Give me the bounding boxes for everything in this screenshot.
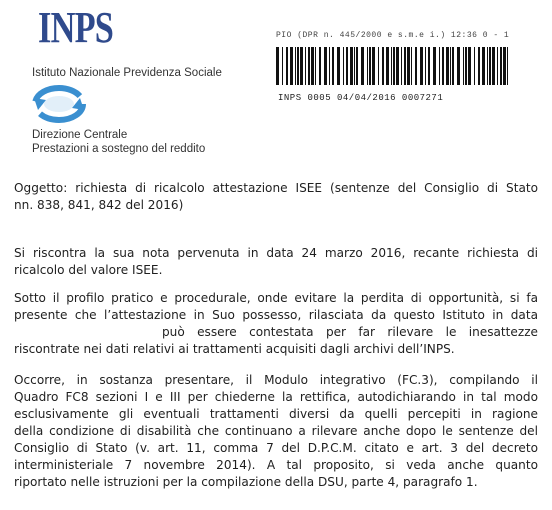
barcode-bar [411, 47, 412, 85]
barcode-bar [354, 47, 355, 85]
barcode-bar [450, 47, 451, 85]
barcode-bar [401, 47, 402, 85]
barcode-bar [433, 47, 436, 85]
barcode-bar [343, 47, 344, 85]
barcode-bar [319, 47, 321, 85]
paragraph-2 [14, 290, 538, 358]
barcode-icon [274, 45, 514, 87]
text-line: Quadro FC8 sezioni I e III per chiederne la rettifica, autodichiarando in tal modo [14, 390, 538, 404]
barcode-bar [463, 47, 464, 85]
barcode-bar [489, 47, 491, 85]
barcode-bar [286, 47, 288, 85]
barcode-bar [378, 47, 379, 85]
barcode-bar [439, 47, 440, 85]
text-line: della condizione di disabilità che continuano a rilevare anche dopo le sentenze del [14, 424, 538, 438]
barcode-bar [276, 47, 279, 85]
protocol-stamp: INPS 0005 04/04/2016 0007271 [278, 93, 444, 103]
protocol-header: PIO (DPR n. 445/2000 e s.m.e i.) 12:36 0 - 1 [276, 31, 510, 40]
subject-block [14, 180, 538, 214]
barcode-bar [407, 47, 410, 85]
barcode-bar [478, 47, 480, 85]
barcode-bar [468, 47, 471, 85]
barcode-bar [300, 47, 303, 85]
barcode-bar [386, 47, 389, 85]
institute-name: Istituto Nazionale Previdenza Sociale [32, 67, 222, 79]
inps-circular-arrows-icon [30, 82, 88, 126]
barcode-bar [507, 47, 508, 85]
barcode-bar [361, 47, 364, 85]
text-line: riportato nelle istruzioni per la compilazione della DSU, parte 4, paragrafo 1. [14, 475, 478, 489]
subject-line: nn. 838, 841, 842 del 2016) [14, 198, 184, 212]
text-line: esclusivamente gli eventuali trattamenti diversi da quelli percepiti in ragione [14, 407, 538, 421]
barcode-bar [311, 47, 314, 85]
barcode-bar [420, 47, 423, 85]
direction-line: Prestazioni a sostegno del reddito [32, 143, 206, 155]
text-line: Si riscontra la sua nota pervenuta in data 24 marzo 2016, recante richiesta di [14, 246, 538, 260]
barcode-bar [332, 47, 334, 85]
paragraph-3 [14, 372, 538, 491]
barcode-bar [346, 47, 348, 85]
barcode-bar [452, 47, 454, 85]
barcode-bar [393, 47, 395, 85]
barcode-bar [391, 47, 392, 85]
text-line: presente che l’attestazione in Suo possesso, rilasciata da questo Istituto in data [14, 308, 538, 322]
inps-logo: INPS [38, 3, 114, 52]
barcode-bar [369, 47, 371, 85]
barcode-bar [404, 47, 406, 85]
barcode-bar [482, 47, 485, 85]
barcode-bar [372, 47, 375, 85]
barcode-bar [457, 47, 460, 85]
barcode-bar [487, 47, 488, 85]
barcode-bar [500, 47, 502, 85]
text-line: ricalcolo del valore ISEE. [14, 263, 163, 277]
direction-block [32, 128, 205, 156]
text-line: Sotto il profilo pratico e procedurale, onde evitare la perdita di opportunità, si fa [14, 291, 538, 305]
barcode-bar [425, 47, 426, 85]
barcode-bar [428, 47, 430, 85]
barcode-bar [329, 47, 330, 85]
barcode-bar [497, 47, 498, 85]
paragraph-1 [14, 245, 538, 279]
barcode-bar [503, 47, 506, 85]
barcode-bar [415, 47, 417, 85]
barcode-bar [297, 47, 299, 85]
barcode-bar [337, 47, 340, 85]
barcode-bar [282, 47, 283, 85]
barcode-bar [396, 47, 399, 85]
barcode-bar [315, 47, 316, 85]
barcode-bar [382, 47, 384, 85]
barcode-bar [350, 47, 353, 85]
barcode-bar [465, 47, 467, 85]
barcode-bar [290, 47, 293, 85]
barcode-bar [492, 47, 495, 85]
text-line: Occorre, in sostanza presentare, il Modulo integrativo (FC.3), compilando il [14, 373, 538, 387]
barcode-bar [295, 47, 296, 85]
barcode-bar [446, 47, 449, 85]
subject-line: Oggetto: richiesta di ricalcolo attestazione ISEE (sentenze del Consiglio di Stato [14, 181, 538, 195]
barcode-bar [308, 47, 310, 85]
barcode-bar [356, 47, 358, 85]
barcode-bar [305, 47, 306, 85]
text-line: Consiglio di Stato (v. art. 11, comma 7 del D.P.C.M. citato e art. 3 del decreto [14, 441, 538, 455]
text-line: può essere contestata per far rilevare le inesattezze [162, 325, 538, 339]
text-line: riscontrate nei dati relativi ai trattamenti acquisiti dagli archivi dell’INPS. [14, 342, 455, 356]
text-line: interministeriale 7 novembre 2014). A tal proposito, si veda anche quanto [14, 458, 538, 472]
barcode-bar [442, 47, 444, 85]
barcode-bar [474, 47, 475, 85]
direction-line: Direzione Centrale [32, 129, 128, 141]
barcode-bar [324, 47, 327, 85]
barcode-bar [367, 47, 368, 85]
